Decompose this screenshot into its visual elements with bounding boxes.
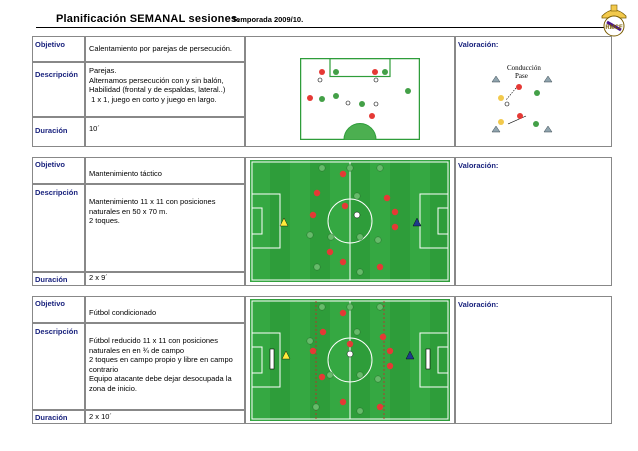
session-3-duration: 2 x 10´ — [89, 412, 112, 421]
session-3-objective: Fútbol condicionado — [89, 308, 157, 317]
session-1-drill-diagram — [486, 76, 558, 136]
session-2-evaluation-cell — [455, 157, 612, 286]
session-2-full-pitch-diagram — [250, 160, 450, 282]
session-2-evaluation-label: Valoración: — [458, 161, 499, 170]
season-label: Temporada 2009/10. — [232, 15, 304, 24]
session-2-objective-label: Objetivo — [35, 160, 66, 169]
session-3-objective-label: Objetivo — [35, 299, 66, 308]
session-1-legend-conduction: Conducción — [507, 64, 541, 72]
session-3-description: Fútbol reducido 11 x 11 con posiciones naturales en en ¾ de campo 2 toques en campo propio y libre en campo contrario Equipo atacante debe dejar desocupada la zona de inicio. — [89, 336, 233, 393]
session-1-objective: Calentamiento por parejas de persecución. — [89, 44, 233, 53]
session-1-duration: 10´ — [89, 124, 100, 133]
session-2-duration: 2 x 9´ — [89, 273, 108, 282]
session-3-description-label: Descripción — [35, 327, 78, 336]
header-divider — [36, 27, 609, 28]
session-3-evaluation-label: Valoración: — [458, 300, 499, 309]
session-1-description: Parejas. Alternamos persecución con y sin balón, Habilidad (frontal y de espaldas, lateral..) 1 x 1, juego en corto y juego en largo. — [89, 66, 226, 104]
session-2-duration-cell — [85, 272, 245, 286]
session-3-duration-label: Duración — [35, 413, 68, 422]
session-1-legend-pass: Pase — [515, 72, 528, 80]
session-2-description-label: Descripción — [35, 188, 78, 197]
club-crest-icon — [594, 2, 634, 40]
session-2-objective: Mantenimiento táctico — [89, 169, 162, 178]
session-3-description-label-cell — [32, 323, 85, 410]
page-title: Planificación SEMANAL sesiones. — [56, 13, 241, 25]
session-3-evaluation-cell — [455, 296, 612, 424]
svg-text:RMCF: RMCF — [605, 25, 623, 31]
session-2-description-label-cell — [32, 184, 85, 272]
session-1-objective-label: Objetivo — [35, 40, 66, 49]
session-1-half-pitch-diagram — [300, 58, 420, 140]
session-1-evaluation-label: Valoración: — [458, 40, 499, 49]
session-1-duration-label: Duración — [35, 126, 68, 135]
session-1-description-label: Descripción — [35, 70, 78, 79]
session-2-description: Mantenimiento 11 x 11 con posiciones naturales en 50 x 70 m. 2 toques. — [89, 197, 216, 225]
session-2-duration-label: Duración — [35, 275, 68, 284]
session-3-full-pitch-diagram — [250, 299, 450, 421]
session-1-duration-cell — [85, 117, 245, 147]
